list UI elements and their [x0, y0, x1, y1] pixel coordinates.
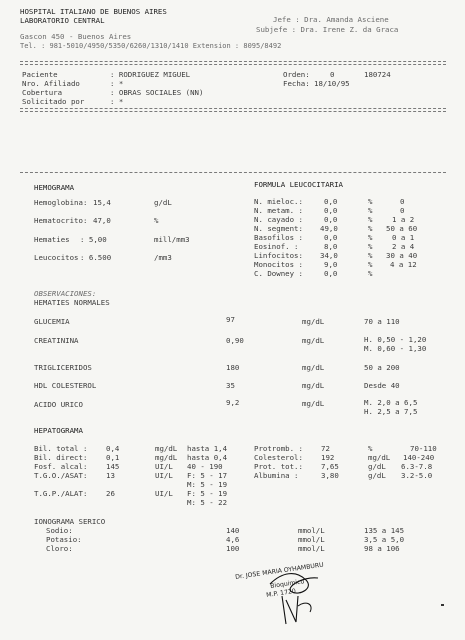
header-separator — [20, 61, 446, 65]
formula-pct: % — [368, 197, 373, 206]
ionograma-title: IONOGRAMA SERICO — [34, 517, 106, 526]
hep-unit: mg/dL — [155, 453, 178, 462]
iono-value: 4,6 — [226, 535, 240, 544]
hep-right-ref: 70-110 — [410, 444, 437, 453]
stamp-mp: M.P. 1720 — [265, 587, 297, 599]
iono-label: Potasio: — [46, 535, 82, 544]
formula-label: Linfocitos: — [254, 251, 303, 260]
chem-ref: M. 2,0 a 6,5 — [364, 398, 418, 407]
chem-label: CREATININA — [34, 336, 79, 345]
chem-ref-2: H. 2,5 a 7,5 — [364, 407, 418, 416]
formula-ref: 1 a 2 — [392, 215, 415, 224]
hep-ref: M: 5 - 19 — [187, 480, 228, 489]
formula-label: N. cayado : — [254, 215, 303, 224]
formula-value: 0,0 — [324, 206, 338, 215]
chem-ref-2: M. 0,60 - 1,30 — [364, 344, 427, 353]
formula-title: FORMULA LEUCOCITARIA — [254, 180, 343, 189]
solicitado-value: : * — [110, 97, 124, 106]
hemograma-title: HEMOGRAMA — [34, 183, 75, 192]
hep-value: 13 — [106, 471, 115, 480]
hep-ref: hasta 0,4 — [187, 453, 228, 462]
results-separator — [20, 172, 446, 173]
formula-pct: % — [368, 233, 373, 242]
formula-value: 0,0 — [324, 233, 338, 242]
hep-label: Fosf. alcal: — [34, 462, 88, 471]
hep-right-ref: 140-240 — [403, 453, 435, 462]
stamp-name: Dr. JOSE MARIA OYHAMBURU — [234, 561, 325, 581]
formula-label: Basofilos : — [254, 233, 303, 242]
formula-value: 34,0 — [320, 251, 338, 260]
hep-right-value: 72 — [321, 444, 330, 453]
lab-jefe: Jefe : Dra. Amanda Asciene — [273, 15, 389, 24]
formula-label: C. Downey : — [254, 269, 303, 278]
chem-value: 97 — [226, 315, 235, 324]
hep-label: T.G.P./ALAT: — [34, 489, 88, 498]
hep-right-label: Prot. tot.: — [254, 462, 303, 471]
chem-ref: 70 a 110 — [364, 317, 400, 326]
formula-ref: 0 — [400, 206, 405, 215]
chem-ref: Desde 40 — [364, 381, 400, 390]
lab-name: LABORATORIO CENTRAL — [20, 16, 105, 25]
hemoglobina-value: 15,4 — [93, 198, 111, 207]
chem-label: ACIDO URICO — [34, 400, 83, 409]
formula-ref: 0 a 1 — [392, 233, 415, 242]
hep-unit: UI/L — [155, 471, 173, 480]
hematies-unit: mill/mm3 — [154, 235, 190, 244]
chem-unit: mg/dL — [302, 336, 325, 345]
lab-subjefe: Subjefe : Dra. Irene Z. da Graca — [256, 25, 399, 34]
hep-ref: F: 5 - 17 — [187, 471, 228, 480]
chem-label: HDL COLESTEROL — [34, 381, 97, 390]
hepatograma-title: HEPATOGRAMA — [34, 426, 83, 435]
formula-ref: 4 a 12 — [390, 260, 417, 269]
chem-value: 0,90 — [226, 336, 244, 345]
hep-value: 0,4 — [106, 444, 120, 453]
chem-label: GLUCEMIA — [34, 317, 70, 326]
hep-ref: F: 5 - 19 — [187, 489, 228, 498]
hep-right-value: 192 — [321, 453, 335, 462]
hematies-label: Hematies — [34, 235, 70, 244]
hep-value: 26 — [106, 489, 115, 498]
iono-value: 100 — [226, 544, 240, 553]
hep-right-unit: % — [368, 444, 373, 453]
leucocitos-unit: /mm3 — [154, 253, 172, 262]
fecha-value: 18/10/95 — [314, 79, 350, 88]
iono-label: Sodio: — [46, 526, 73, 535]
hematies-value: : 5,00 — [80, 235, 107, 244]
hep-unit: UI/L — [155, 462, 173, 471]
hematocrito-unit: % — [154, 216, 159, 225]
chem-value: 35 — [226, 381, 235, 390]
hep-right-label: Protromb. : — [254, 444, 303, 453]
hep-unit: mg/dL — [155, 444, 178, 453]
chem-ref: 50 a 200 — [364, 363, 400, 372]
formula-label: N. metam. : — [254, 206, 303, 215]
formula-pct: % — [368, 269, 373, 278]
chem-unit: mg/dL — [302, 363, 325, 372]
formula-pct: % — [368, 242, 373, 251]
scan-speck — [441, 604, 444, 606]
hep-value: 145 — [106, 462, 120, 471]
hep-right-label: Albumina : — [254, 471, 299, 480]
solicitado-label: Solicitado por — [22, 97, 85, 106]
iono-label: Cloro: — [46, 544, 73, 553]
cobertura-label: Cobertura — [22, 88, 63, 97]
hospital-name: HOSPITAL ITALIANO DE BUENOS AIRES — [20, 7, 167, 16]
hep-right-value: 3,80 — [321, 471, 339, 480]
chem-value: 180 — [226, 363, 240, 372]
hep-right-unit: g/dL — [368, 462, 386, 471]
orden-label: Orden: — [283, 70, 310, 79]
formula-pct: % — [368, 251, 373, 260]
hep-ref: M: 5 - 22 — [187, 498, 228, 507]
chem-label: TRIGLICERIDOS — [34, 363, 92, 372]
iono-ref: 3,5 a 5,0 — [364, 535, 405, 544]
chem-unit: mg/dL — [302, 399, 325, 408]
paciente-value: : RODRIGUEZ MIGUEL — [110, 70, 191, 79]
iono-unit: mmol/L — [298, 526, 325, 535]
iono-value: 140 — [226, 526, 240, 535]
hep-label: T.G.O./ASAT: — [34, 471, 88, 480]
chem-unit: mg/dL — [302, 317, 325, 326]
orden-value: 0 — [330, 70, 335, 79]
lab-phone: Tel. : 981-5010/4950/5350/6260/1310/1410 Extension : 8095/8492 — [20, 42, 282, 50]
cobertura-value: : OBRAS SOCIALES (NN) — [110, 88, 204, 97]
lab-address: Gascon 450 - Buenos Aires — [20, 32, 132, 41]
orden-number: 180724 — [364, 70, 391, 79]
formula-label: Eosinof. : — [254, 242, 299, 251]
handwritten-signature — [262, 566, 342, 630]
chem-unit: mg/dL — [302, 381, 325, 390]
formula-value: 0,0 — [324, 215, 338, 224]
hemoglobina-unit: g/dL — [154, 198, 172, 207]
iono-ref: 98 a 106 — [364, 544, 400, 553]
observaciones-text: HEMATIES NORMALES — [34, 298, 110, 307]
hep-right-label: Colesterol: — [254, 453, 303, 462]
formula-ref: 30 a 40 — [386, 251, 418, 260]
fecha-label: Fecha: — [283, 79, 310, 88]
stamp-title: Bioquimico — [269, 578, 305, 590]
formula-value: 8,0 — [324, 242, 338, 251]
leucocitos-label: Leucocitos — [34, 253, 79, 262]
afiliado-label: Nro. Afiliado — [22, 79, 80, 88]
formula-value: 49,0 — [320, 224, 338, 233]
paciente-label: Paciente — [22, 70, 58, 79]
formula-label: N. mieloc.: — [254, 197, 303, 206]
formula-pct: % — [368, 224, 373, 233]
hemoglobina-label: Hemoglobina: — [34, 198, 88, 207]
formula-pct: % — [368, 215, 373, 224]
hep-value: 0,1 — [106, 453, 120, 462]
formula-label: N. segment: — [254, 224, 303, 233]
formula-pct: % — [368, 260, 373, 269]
formula-pct: % — [368, 206, 373, 215]
hep-ref: hasta 1,4 — [187, 444, 228, 453]
leucocitos-value: : 6.500 — [80, 253, 112, 262]
iono-ref: 135 a 145 — [364, 526, 405, 535]
hep-right-ref: 6.3-7.8 — [401, 462, 433, 471]
chem-value: 9,2 — [226, 398, 240, 407]
patient-separator — [20, 108, 446, 112]
afiliado-value: : * — [110, 79, 124, 88]
iono-unit: mmol/L — [298, 544, 325, 553]
hep-unit: UI/L — [155, 489, 173, 498]
formula-ref: 2 a 4 — [392, 242, 415, 251]
hematocrito-label: Hematocrito: — [34, 216, 88, 225]
chem-ref: H. 0,50 - 1,20 — [364, 335, 427, 344]
formula-value: 0,0 — [324, 269, 338, 278]
formula-label: Monocitos : — [254, 260, 303, 269]
hep-ref: 40 - 190 — [187, 462, 223, 471]
iono-unit: mmol/L — [298, 535, 325, 544]
hep-right-unit: mg/dL — [368, 453, 391, 462]
formula-ref: 50 a 60 — [386, 224, 418, 233]
formula-value: 9,0 — [324, 260, 338, 269]
hep-right-ref: 3.2-5.0 — [401, 471, 433, 480]
hematocrito-value: 47,0 — [93, 216, 111, 225]
formula-ref: 0 — [400, 197, 405, 206]
observaciones-label: OBSERVACIONES: — [34, 289, 97, 298]
hep-right-unit: g/dL — [368, 471, 386, 480]
hep-right-value: 7,65 — [321, 462, 339, 471]
formula-value: 0,0 — [324, 197, 338, 206]
hep-label: Bil. direct: — [34, 453, 88, 462]
hep-label: Bil. total : — [34, 444, 88, 453]
